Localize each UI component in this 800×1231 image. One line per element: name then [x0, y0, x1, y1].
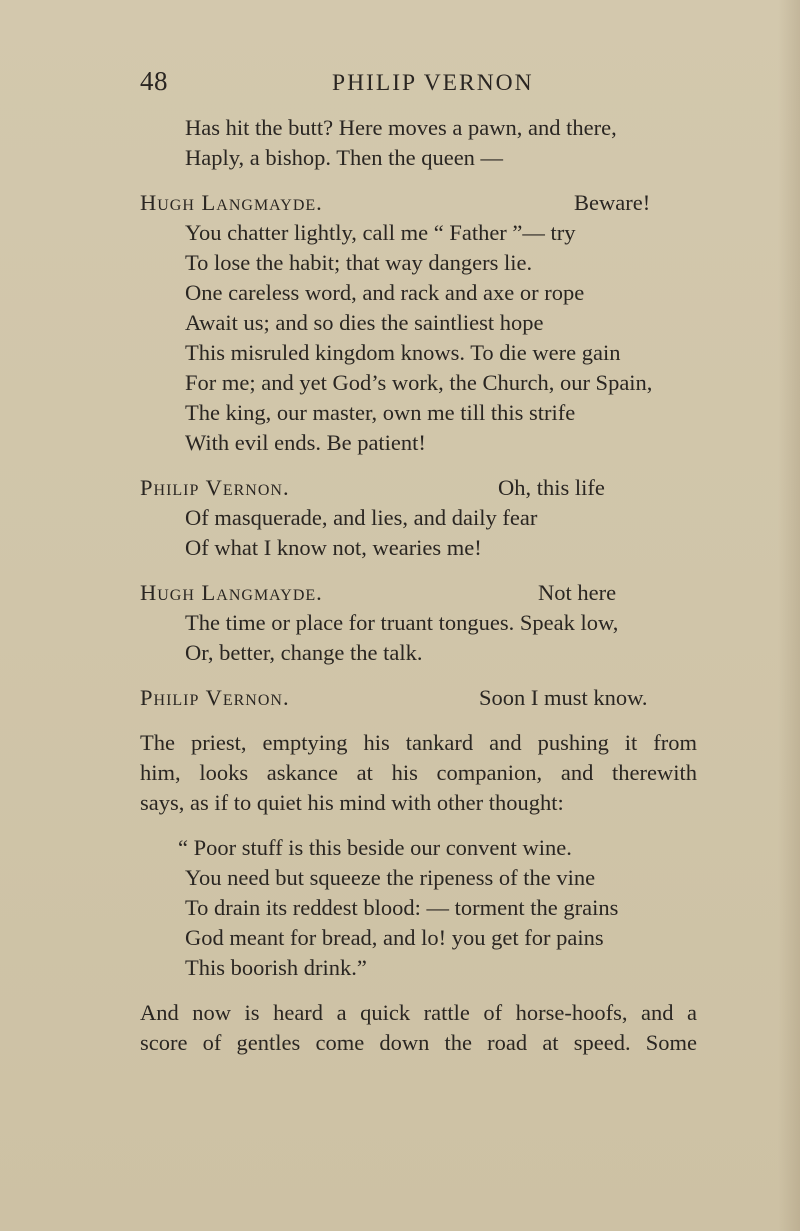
speaker-name: Philip Vernon. — [140, 475, 290, 500]
verse-line: This misruled kingdom knows. To die were gain — [185, 340, 621, 365]
prose-line: And now is heard a quick rattle of horse-hoofs, and a — [140, 1000, 697, 1025]
speech-opening: Oh, this life — [498, 475, 605, 500]
quoted-verse-line: “ Poor stuff is this beside our convent wine. — [178, 835, 572, 860]
speaker-name: Philip Vernon. — [140, 685, 290, 710]
speaker-name: Hugh Langmayde. — [140, 190, 323, 215]
prose-line: The priest, emptying his tankard and pushing it from — [140, 730, 697, 755]
verse-line: With evil ends. Be patient! — [185, 430, 426, 455]
page-edge-shadow — [778, 0, 800, 1231]
prose-line: him, looks askance at his companion, and therewith — [140, 760, 697, 785]
speech-heading — [140, 189, 694, 219]
page-number: 48 — [140, 66, 168, 96]
quoted-verse-line: God meant for bread, and lo! you get for pains — [185, 925, 604, 950]
speech-opening: Soon I must know. — [479, 685, 648, 710]
quoted-verse-line: This boorish drink.” — [185, 955, 367, 980]
running-header — [140, 66, 540, 100]
verse-line: The time or place for truant tongues. Speak low, — [185, 610, 619, 635]
speaker-name: Hugh Langmayde. — [140, 580, 323, 605]
verse-line: You chatter lightly, call me “ Father ”— try — [185, 220, 576, 245]
verse-line: Of masquerade, and lies, and daily fear — [185, 505, 538, 530]
verse-line: To lose the habit; that way dangers lie. — [185, 250, 533, 275]
verse-line: Has hit the butt? Here moves a pawn, and there, — [185, 115, 617, 140]
verse-line: The king, our master, own me till this strife — [185, 400, 576, 425]
verse-line: Await us; and so dies the saintliest hope — [185, 310, 544, 335]
quoted-verse-line: To drain its reddest blood: — torment the grains — [185, 895, 619, 920]
verse-line: One careless word, and rack and axe or rope — [185, 280, 585, 305]
verse-line: Haply, a bishop. Then the queen — — [185, 145, 504, 170]
speech-opening: Not here — [538, 580, 617, 605]
verse-line: For me; and yet God’s work, the Church, our Spain, — [185, 370, 653, 395]
speech-heading — [140, 474, 694, 504]
prose-line: says, as if to quiet his mind with other thought: — [140, 790, 564, 815]
speech-heading — [140, 684, 694, 714]
prose-line: score of gentles come down the road at speed. Some — [140, 1030, 697, 1055]
speech-opening: Beware! — [574, 190, 651, 215]
verse-line: Of what I know not, wearies me! — [185, 535, 482, 560]
running-title: PHILIP VERNON — [332, 70, 534, 96]
speech-heading — [140, 579, 694, 609]
verse-line: Or, better, change the talk. — [185, 640, 423, 665]
quoted-verse-line: You need but squeeze the ripeness of the vine — [185, 865, 596, 890]
